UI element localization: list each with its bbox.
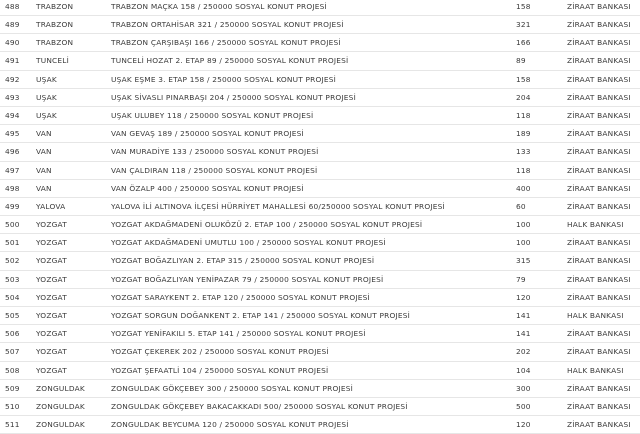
bank-name: ZİRAAT BANKASI [567,74,631,84]
city-name: YOZGAT [36,347,67,357]
city-name: UŞAK [36,74,57,84]
table-row [0,325,640,343]
unit-count: 133 [516,147,531,157]
city-name: TUNCELİ [36,56,69,66]
city-name: TRABZON [36,2,74,11]
table-row [0,416,640,434]
unit-count: 300 [516,383,531,393]
bank-name: ZİRAAT BANKASI [567,165,631,175]
row-number: 496 [5,147,20,157]
table-row [0,180,640,198]
bank-name: ZİRAAT BANKASI [567,274,631,284]
project-name: TRABZON ORTAHİSAR 321 / 250000 SOSYAL KONUT PROJESİ [111,20,344,29]
bank-name: ZİRAAT BANKASI [567,420,631,430]
project-name: VAN MURADİYE 133 / 250000 SOSYAL KONUT PROJESİ [111,147,319,157]
table-row [0,252,640,270]
bank-name: ZİRAAT BANKASI [567,20,631,29]
unit-count: 189 [516,129,531,139]
table-row [0,216,640,234]
row-number: 497 [5,165,20,175]
table-row [0,307,640,325]
row-number: 504 [5,292,20,302]
project-name: VAN ÇALDIRAN 118 / 250000 SOSYAL KONUT PROJESİ [111,165,318,175]
unit-count: 118 [516,110,531,120]
unit-count: 141 [516,329,531,339]
row-number: 506 [5,329,20,339]
bank-name: ZİRAAT BANKASI [567,110,631,120]
city-name: YOZGAT [36,292,67,302]
project-name: YOZGAT ÇEKEREK 202 / 250000 SOSYAL KONUT PROJESİ [111,347,329,357]
city-name: TRABZON [36,20,74,29]
city-name: ZONGULDAK [36,383,85,393]
table-row [0,362,640,380]
row-number: 501 [5,238,20,248]
bank-name: ZİRAAT BANKASI [567,292,631,302]
project-name: TRABZON ÇARŞIBAŞI 166 / 250000 SOSYAL KONUT PROJESİ [111,38,341,48]
project-name: UŞAK EŞME 3. ETAP 158 / 250000 SOSYAL KONUT PROJESİ [111,74,337,84]
city-name: VAN [36,165,52,175]
bank-name: HALK BANKASI [567,220,624,230]
table-row [0,289,640,307]
table-row [0,34,640,52]
row-number: 492 [5,74,20,84]
project-name: YOZGAT ŞEFAATLİ 104 / 250000 SOSYAL KONUT PROJESİ [111,365,329,375]
unit-count: 89 [516,56,526,66]
city-name: VAN [36,129,52,139]
city-name: YOZGAT [36,220,67,230]
city-name: VAN [36,147,52,157]
row-number: 499 [5,201,20,211]
project-name: VAN GEVAŞ 189 / 250000 SOSYAL KONUT PROJESİ [111,129,304,139]
project-name: YOZGAT AKDAĞMADENİ UMUTLU 100 / 250000 SOSYAL KONUT PROJESİ [111,238,386,248]
bank-name: ZİRAAT BANKASI [567,347,631,357]
unit-count: 79 [516,274,526,284]
row-number: 498 [5,183,20,193]
project-name: TRABZON MAÇKA 158 / 250000 SOSYAL KONUT PROJESİ [111,2,327,11]
bank-name: ZİRAAT BANKASI [567,238,631,248]
table-row [0,143,640,161]
row-number: 507 [5,347,20,357]
row-number: 500 [5,220,20,230]
table-row [0,125,640,143]
row-number: 502 [5,256,20,266]
unit-count: 100 [516,220,531,230]
table-row [0,162,640,180]
row-number: 489 [5,20,20,29]
unit-count: 120 [516,292,531,302]
city-name: YOZGAT [36,238,67,248]
city-name: YOZGAT [36,274,67,284]
project-name: UŞAK ULUBEY 118 / 250000 SOSYAL KONUT PROJESİ [111,110,314,120]
project-name: YOZGAT AKDAĞMADENİ OLUKÖZÜ 2. ETAP 100 / 250000 SOSYAL KONUT PROJESİ [111,220,423,230]
city-name: ZONGULDAK [36,420,85,430]
city-name: UŞAK [36,92,57,102]
unit-count: 104 [516,365,531,375]
row-number: 509 [5,383,20,393]
project-name: ZONGULDAK BEYCUMA 120 / 250000 SOSYAL KONUT PROJESİ [111,420,349,430]
project-name: TUNCELİ HOZAT 2. ETAP 89 / 250000 SOSYAL KONUT PROJESİ [111,56,349,66]
bank-name: ZİRAAT BANKASI [567,38,631,48]
city-name: YOZGAT [36,311,67,320]
bank-name: HALK BANKASI [567,311,624,320]
bank-name: ZİRAAT BANKASI [567,329,631,339]
unit-count: 60 [516,201,526,211]
table-row [0,107,640,125]
table-row [0,198,640,216]
unit-count: 141 [516,311,531,320]
row-number: 490 [5,38,20,48]
unit-count: 100 [516,238,531,248]
project-name: VAN ÖZALP 400 / 250000 SOSYAL KONUT PROJESİ [111,183,304,193]
city-name: UŞAK [36,110,57,120]
project-name: YALOVA İLİ ALTINOVA İLÇESİ HÜRRİYET MAHALLESİ 60/250000 SOSYAL KONUT PROJESİ [111,201,445,211]
table-row [0,380,640,398]
unit-count: 400 [516,183,531,193]
bank-name: HALK BANKASI [567,365,624,375]
row-number: 510 [5,401,20,411]
table-row [0,398,640,416]
table-row [0,271,640,289]
table-row [0,16,640,34]
bank-name: ZİRAAT BANKASI [567,401,631,411]
project-name: UŞAK SİVASLI PINARBAŞI 204 / 250000 SOSYAL KONUT PROJESİ [111,92,356,102]
city-name: YOZGAT [36,365,67,375]
table-row [0,89,640,107]
bank-name: ZİRAAT BANKASI [567,147,631,157]
project-name: YOZGAT YENİFAKILI 5. ETAP 141 / 250000 SOSYAL KONUT PROJESİ [111,329,366,339]
bank-name: ZİRAAT BANKASI [567,92,631,102]
city-name: VAN [36,183,52,193]
row-number: 488 [5,2,20,11]
table-row [0,52,640,70]
table-row [0,343,640,361]
bank-name: ZİRAAT BANKASI [567,201,631,211]
project-name: YOZGAT SORGUN DOĞANKENT 2. ETAP 141 / 250000 SOSYAL KONUT PROJESİ [111,311,411,320]
unit-count: 321 [516,20,531,29]
bank-name: ZİRAAT BANKASI [567,2,631,11]
table-row [0,234,640,252]
project-name: YOZGAT BOĞAZLIYAN YENİPAZAR 79 / 250000 SOSYAL KONUT PROJESİ [111,274,384,284]
unit-count: 500 [516,401,531,411]
row-number: 508 [5,365,20,375]
table-row [0,71,640,89]
unit-count: 202 [516,347,531,357]
project-name: ZONGULDAK GÖKÇEBEY 300 / 250000 SOSYAL KONUT PROJESİ [111,383,354,393]
bank-name: ZİRAAT BANKASI [567,56,631,66]
row-number: 511 [5,420,20,430]
city-name: ZONGULDAK [36,401,85,411]
bank-name: ZİRAAT BANKASI [567,129,631,139]
city-name: YOZGAT [36,329,67,339]
row-number: 495 [5,129,20,139]
unit-count: 204 [516,92,531,102]
row-number: 494 [5,110,20,120]
bank-name: ZİRAAT BANKASI [567,383,631,393]
city-name: YOZGAT [36,256,67,266]
row-number: 503 [5,274,20,284]
bank-name: ZİRAAT BANKASI [567,183,631,193]
row-number: 505 [5,311,20,320]
unit-count: 120 [516,420,531,430]
unit-count: 315 [516,256,531,266]
unit-count: 166 [516,38,531,48]
table-row [0,0,640,16]
row-number: 491 [5,56,20,66]
city-name: YALOVA [36,201,66,211]
row-number: 493 [5,92,20,102]
project-name: YOZGAT SARAYKENT 2. ETAP 120 / 250000 SOSYAL KONUT PROJESİ [111,292,370,302]
city-name: TRABZON [36,38,74,48]
unit-count: 158 [516,74,531,84]
unit-count: 158 [516,2,531,11]
project-name: YOZGAT BOĞAZLIYAN 2. ETAP 315 / 250000 SOSYAL KONUT PROJESİ [111,256,375,266]
project-name: ZONGULDAK GÖKÇEBEY BAKACAKKADI 500/ 250000 SOSYAL KONUT PROJESİ [111,401,408,411]
unit-count: 118 [516,165,531,175]
bank-name: ZİRAAT BANKASI [567,256,631,266]
